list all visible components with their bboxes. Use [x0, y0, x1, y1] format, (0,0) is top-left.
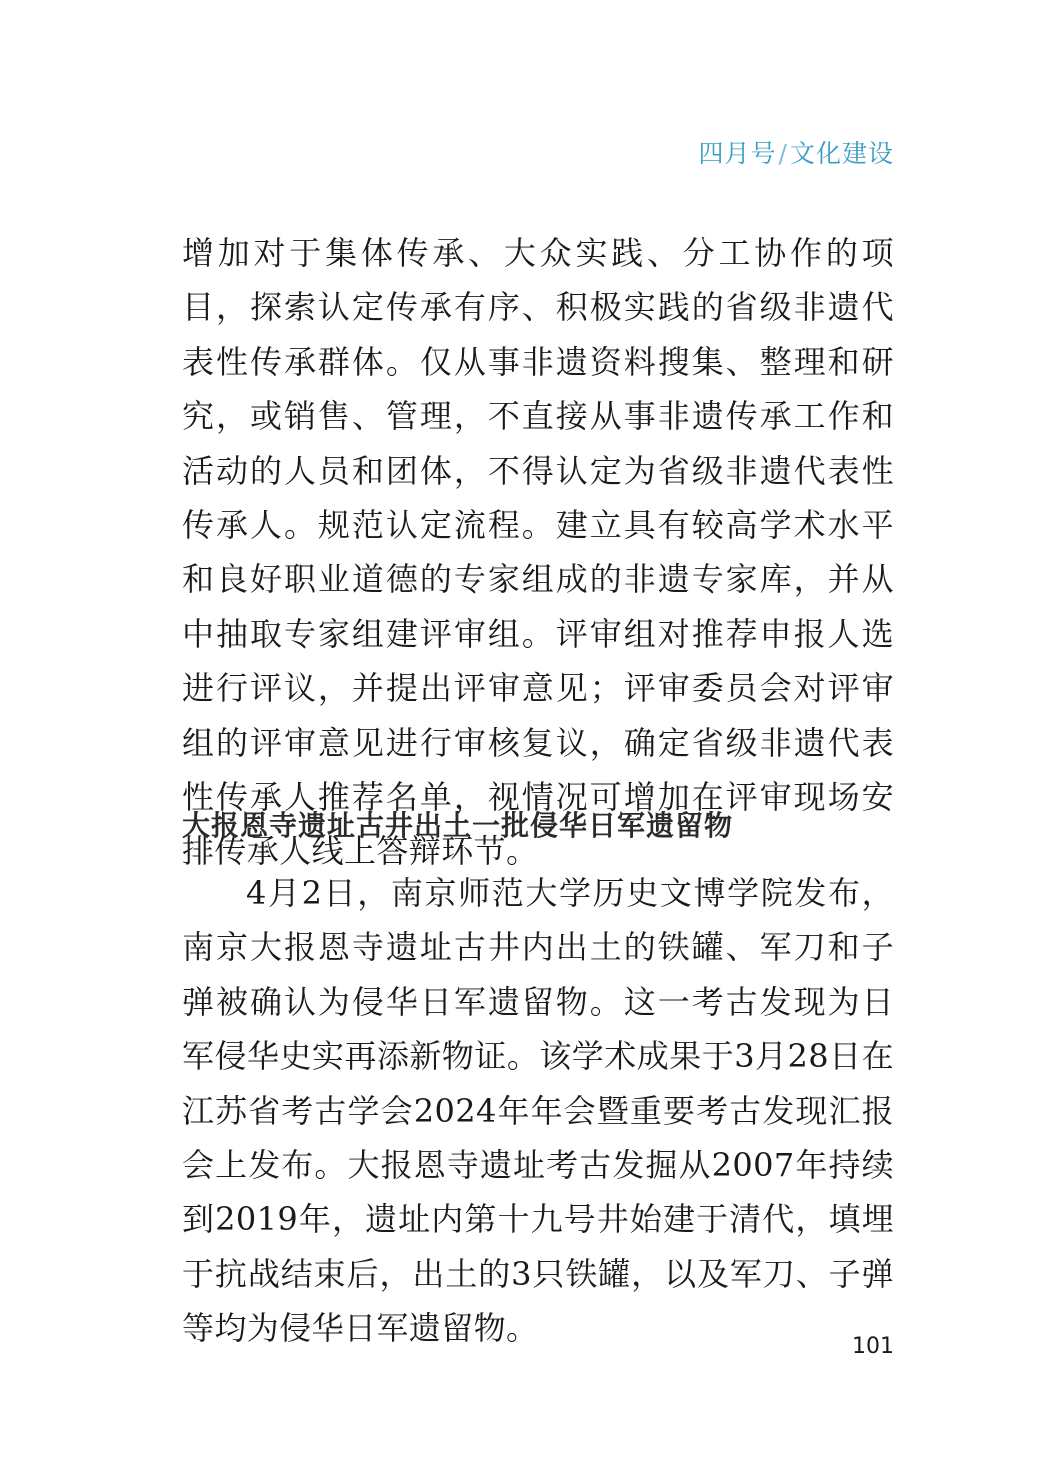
issue-label: 四月号: [698, 139, 777, 168]
header-separator: /: [778, 139, 788, 168]
article-heading: 大报恩寺遗址古井出土一批侵华日军遗留物: [182, 809, 734, 842]
page-number: 101: [852, 1334, 894, 1359]
running-header: [699, 136, 894, 172]
article-paragraph: 4月2日，南京师范大学历史文博学院发布，南京大报恩寺遗址古井内出土的铁罐、军刀和子弹被确认为侵华日军遗留物。这一考古发现为日军侵华史实再添新物证。该学术成果于3月28日在江苏省考古学会2024年年会暨重要考古发现汇报会上发布。大报恩寺遗址考古发掘从2007年持续到2019年，遗址内第十九号井始建于清代，填埋于抗战结束后，出土的3只铁罐，以及军刀、子弹等均为侵华日军遗留物。: [182, 874, 894, 1348]
section-label: 文化建设: [789, 139, 894, 168]
continued-paragraph: 增加对于集体传承、大众实践、分工协作的项目，探索认定传承有序、积极实践的省级非遗代表性传承群体。仅从事非遗资料搜集、整理和研究，或销售、管理，不直接从事非遗传承工作和活动的人员和团体，不得认定为省级非遗代表性传承人。规范认定流程。建立具有较高学术水平和良好职业道德的专家组成的非遗专家库，并从中抽取专家组建评审组。评审组对推荐申报人选进行评议，并提出评审意见；评审委员会对评审组的评审意见进行审核复议，确定省级非遗代表性传承人推荐名单，视情况可增加在评审现场安排传承人线上答辩环节。: [182, 234, 894, 871]
